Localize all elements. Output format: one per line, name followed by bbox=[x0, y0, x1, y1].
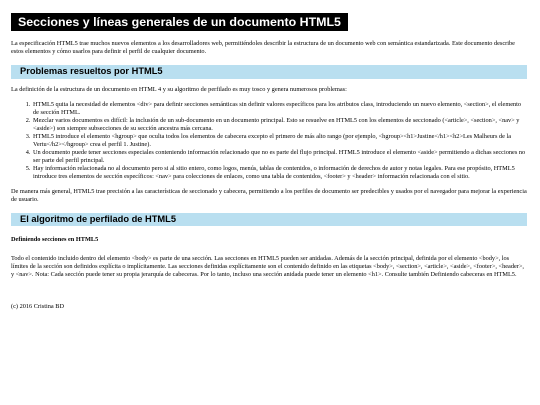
list-item: 4. Un documento puede tener secciones especiales conteniendo información relacionado que no es parte del flujo principal. HTML5 introduce el elemento <aside> permitiendo a dichas secciones no ser parte del perfil principal. bbox=[32, 149, 527, 165]
subsection-heading: Definiendo secciones en HTML5 bbox=[11, 236, 99, 244]
page-title: Secciones y líneas generales de un documento HTML5 bbox=[11, 13, 348, 31]
copyright-footer: (c) 2016 Cristina BD bbox=[11, 303, 64, 311]
list-item: 5. Hay información relacionada no al documento pero si al sitio entero, como logos, menús, tablas de contenidos, o información de derechos de autor y notas legales. Para ese propósito, HTML5 introduce tres elementos de sección específicos: <nav> para colecciones de enlaces, como una tabla de contenidos, <footer> y <header> información relacionada con el sitio. bbox=[32, 165, 527, 181]
section-heading-problemas: Problemas resueltos por HTML5 bbox=[11, 65, 527, 78]
intro-paragraph: La especificación HTML5 trae muchos nuevos elementos a los desarrolladores web, permitiéndoles describir la estructura de un documento web con semántica estandarizada. Este documento describe estos elementos y cómo usarlos para definir el perfil de cualquier documento. bbox=[11, 40, 515, 56]
list-item: 2. Mezclar varios documentos es difícil: la inclusión de un sub-documento en un documento principal. Esto se resuelve en HTML5 con los elementos de seccionado (<article>, <section>, <nav> y <aside>) son siempre subsecciones de su sección ancestra más cercana. bbox=[32, 117, 527, 133]
list-item: 1. HTML5 quita la necesidad de elementos <div> para definir secciones semánticas sin definir valores específicos para los atributos class, introduciendo un nuevo elemento, <section>, el elemento de sección HTML. bbox=[32, 101, 527, 117]
sections-body-paragraph: Todo el contenido incluido dentro del elemento <body> es parte de una sección. Las secciones en HTML5 pueden ser anidadas. Además de la sección principal, definida por el elemento <body>, los límites de la sección son definidos explícita o implícitamente. Las secciones definidas explícitamente son el contenido definido en las etiquetas <body>, <section>, <article>, <aside>, <footer>, <header>, y <nav>. Nota: Cada sección puede tener su propia jerarquía de cabeceras. Por lo tanto, incluso una sección anidada puede tener un elemento <h1>. Consulte también Definiendo cabeceras en HTML5. bbox=[11, 255, 524, 279]
document-page bbox=[11, 13, 527, 312]
problems-list bbox=[11, 101, 527, 181]
section-heading-algoritmo: El algoritmo de perfilado de HTML5 bbox=[11, 213, 527, 226]
closing-paragraph: De manera más general, HTML5 trae precisión a las características de seccionado y cabecera, permitiendo a los perfiles de documento ser predecibles y usados por el navegador para mejorar la experiencia de usuario. bbox=[11, 188, 527, 204]
section-lead-paragraph: La definición de la estructura de un documento en HTML 4 y su algoritmo de perfilado es muy tosco y genera numerosos problemas: bbox=[11, 85, 347, 93]
list-item: 3. HTML5 introduce el elemento <hgroup> que oculta todos los elementos de cabecera excepto el primero de más alto rango (por ejemplo, <hgroup><h1>Justine</h1><h2>Les Malheurs de la Vertu</h2></hgroup> crea el perfil 1. Justine). bbox=[32, 133, 527, 149]
